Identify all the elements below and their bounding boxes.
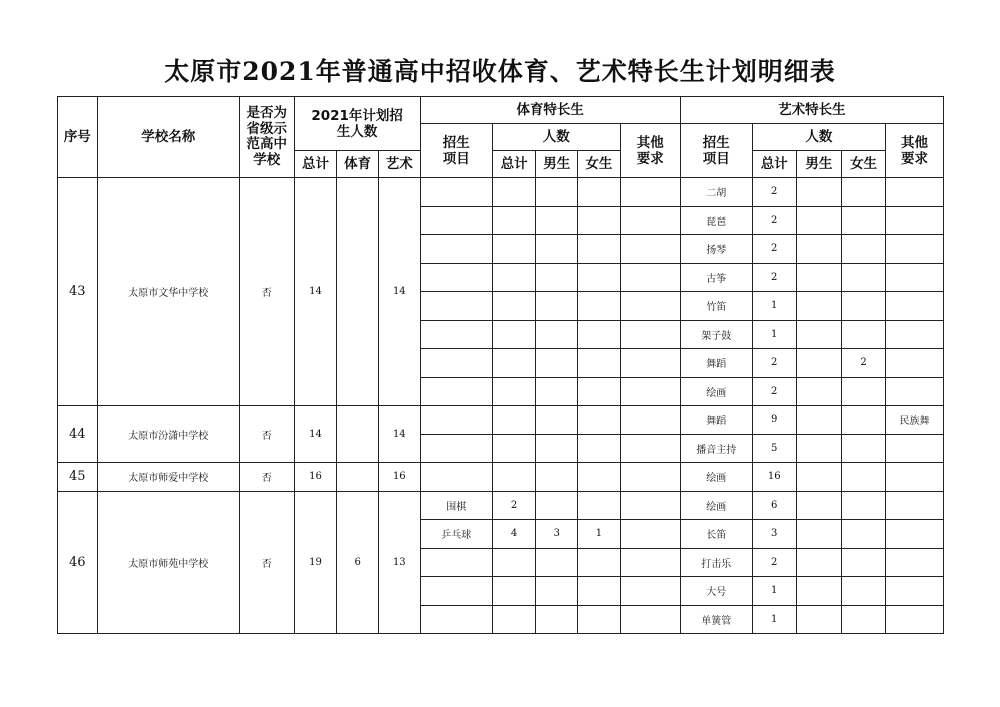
- sports-male-cell: [536, 178, 578, 207]
- arts-male-cell: [796, 463, 842, 492]
- sports-item-cell: [420, 349, 492, 378]
- sports-female-cell: [578, 406, 621, 435]
- arts-total-cell: 6: [752, 491, 796, 520]
- header-arts-female: 女生: [842, 151, 886, 178]
- arts-other-cell: [885, 548, 943, 577]
- arts-male-cell: [796, 206, 842, 235]
- arts-male-cell: [796, 434, 842, 463]
- sports-female-cell: [578, 548, 621, 577]
- sports-female-cell: [578, 235, 621, 264]
- sports-item-cell: [420, 320, 492, 349]
- header-sports-count: 人数: [492, 124, 620, 151]
- arts-item-cell: 绘画: [680, 491, 752, 520]
- sports-other-cell: [620, 178, 680, 207]
- seq-cell: 43: [58, 178, 98, 406]
- arts-total-cell: 1: [752, 320, 796, 349]
- provincial-cell: 否: [239, 406, 294, 463]
- arts-female-cell: [842, 235, 886, 264]
- sports-total-cell: [492, 178, 536, 207]
- sports-item-cell: [420, 263, 492, 292]
- arts-other-cell: [885, 263, 943, 292]
- sports-male-cell: [536, 320, 578, 349]
- sports-total-cell: [492, 577, 536, 606]
- arts-male-cell: [796, 548, 842, 577]
- arts-item-cell: 竹笛: [680, 292, 752, 321]
- arts-other-cell: [885, 206, 943, 235]
- sports-total-cell: [492, 235, 536, 264]
- arts-other-cell: [885, 349, 943, 378]
- sports-female-cell: [578, 434, 621, 463]
- arts-item-cell: 二胡: [680, 178, 752, 207]
- header-plan-arts: 艺术: [378, 151, 420, 178]
- sports-male-cell: 3: [536, 520, 578, 549]
- seq-cell: 44: [58, 406, 98, 463]
- arts-total-cell: 1: [752, 577, 796, 606]
- arts-other-cell: [885, 605, 943, 634]
- header-sports-group: 体育特长生: [420, 97, 680, 124]
- arts-male-cell: [796, 605, 842, 634]
- arts-male-cell: [796, 349, 842, 378]
- school-name-cell: 太原市师爱中学校: [97, 463, 239, 492]
- enrollment-plan-table: [57, 96, 944, 634]
- arts-total-cell: 2: [752, 178, 796, 207]
- sports-total-cell: [492, 605, 536, 634]
- arts-total-cell: 2: [752, 263, 796, 292]
- sports-female-cell: [578, 577, 621, 606]
- sports-other-cell: [620, 463, 680, 492]
- table-row: [58, 178, 944, 207]
- table-row: [58, 491, 944, 520]
- arts-female-cell: [842, 377, 886, 406]
- sports-item-cell: [420, 292, 492, 321]
- sports-female-cell: [578, 263, 621, 292]
- plan-total-cell: 16: [294, 463, 337, 492]
- sports-item-cell: [420, 235, 492, 264]
- seq-cell: 45: [58, 463, 98, 492]
- sports-other-cell: [620, 349, 680, 378]
- sports-item-cell: [420, 206, 492, 235]
- sports-total-cell: [492, 377, 536, 406]
- arts-item-cell: 架子鼓: [680, 320, 752, 349]
- arts-male-cell: [796, 577, 842, 606]
- provincial-cell: 否: [239, 491, 294, 634]
- sports-other-cell: [620, 577, 680, 606]
- header-sports-total: 总计: [492, 151, 536, 178]
- arts-item-cell: 扬琴: [680, 235, 752, 264]
- sports-item-cell: [420, 548, 492, 577]
- table-row: [58, 463, 944, 492]
- sports-female-cell: [578, 349, 621, 378]
- arts-female-cell: [842, 178, 886, 207]
- header-arts-group: 艺术特长生: [680, 97, 943, 124]
- arts-total-cell: 2: [752, 206, 796, 235]
- arts-other-cell: [885, 434, 943, 463]
- school-name-cell: 太原市文华中学校: [97, 178, 239, 406]
- arts-male-cell: [796, 377, 842, 406]
- arts-item-cell: 琵琶: [680, 206, 752, 235]
- arts-other-cell: 民族舞: [885, 406, 943, 435]
- sports-female-cell: 1: [578, 520, 621, 549]
- arts-other-cell: [885, 577, 943, 606]
- arts-item-cell: 大号: [680, 577, 752, 606]
- arts-total-cell: 1: [752, 605, 796, 634]
- sports-male-cell: [536, 235, 578, 264]
- header-arts-item: 招生项目: [680, 124, 752, 178]
- plan-total-cell: 14: [294, 406, 337, 463]
- arts-male-cell: [796, 178, 842, 207]
- plan-total-cell: 19: [294, 491, 337, 634]
- arts-total-cell: 2: [752, 548, 796, 577]
- arts-female-cell: [842, 577, 886, 606]
- sports-male-cell: [536, 377, 578, 406]
- arts-total-cell: 2: [752, 235, 796, 264]
- header-sports-female: 女生: [578, 151, 621, 178]
- plan-arts-cell: 14: [378, 178, 420, 406]
- sports-male-cell: [536, 548, 578, 577]
- sports-item-cell: [420, 406, 492, 435]
- table-row: [58, 406, 944, 435]
- sports-other-cell: [620, 434, 680, 463]
- arts-female-cell: [842, 548, 886, 577]
- school-name-cell: 太原市汾潇中学校: [97, 406, 239, 463]
- sports-other-cell: [620, 406, 680, 435]
- arts-item-cell: 绘画: [680, 463, 752, 492]
- arts-other-cell: [885, 178, 943, 207]
- sports-other-cell: [620, 377, 680, 406]
- arts-total-cell: 5: [752, 434, 796, 463]
- plan-sports-cell: [337, 463, 379, 492]
- sports-male-cell: [536, 463, 578, 492]
- plan-total-cell: 14: [294, 178, 337, 406]
- plan-sports-cell: 6: [337, 491, 379, 634]
- sports-item-cell: 围棋: [420, 491, 492, 520]
- arts-item-cell: 长笛: [680, 520, 752, 549]
- arts-other-cell: [885, 320, 943, 349]
- sports-male-cell: [536, 349, 578, 378]
- sports-total-cell: [492, 292, 536, 321]
- sports-female-cell: [578, 491, 621, 520]
- sports-male-cell: [536, 491, 578, 520]
- sports-male-cell: [536, 292, 578, 321]
- header-school-name: 学校名称: [97, 97, 239, 178]
- provincial-cell: 否: [239, 463, 294, 492]
- arts-female-cell: [842, 320, 886, 349]
- header-plan-group: 2021年计划招生人数: [294, 97, 420, 151]
- sports-male-cell: [536, 577, 578, 606]
- sports-total-cell: [492, 263, 536, 292]
- header-arts-male: 男生: [796, 151, 842, 178]
- page-title: 太原市2021年普通高中招收体育、艺术特长生计划明细表: [164, 57, 836, 86]
- arts-female-cell: [842, 491, 886, 520]
- arts-item-cell: 舞蹈: [680, 406, 752, 435]
- sports-male-cell: [536, 434, 578, 463]
- arts-female-cell: [842, 263, 886, 292]
- sports-item-cell: [420, 377, 492, 406]
- sports-item-cell: 乒乓球: [420, 520, 492, 549]
- arts-item-cell: 打击乐: [680, 548, 752, 577]
- arts-total-cell: 1: [752, 292, 796, 321]
- sports-other-cell: [620, 235, 680, 264]
- sports-other-cell: [620, 263, 680, 292]
- arts-other-cell: [885, 520, 943, 549]
- arts-total-cell: 2: [752, 349, 796, 378]
- sports-female-cell: [578, 206, 621, 235]
- sports-total-cell: [492, 320, 536, 349]
- sports-female-cell: [578, 178, 621, 207]
- arts-female-cell: 2: [842, 349, 886, 378]
- table-body: [58, 97, 944, 634]
- header-plan-sports: 体育: [337, 151, 379, 178]
- arts-female-cell: [842, 406, 886, 435]
- sports-total-cell: [492, 406, 536, 435]
- sports-total-cell: [492, 349, 536, 378]
- arts-item-cell: 绘画: [680, 377, 752, 406]
- arts-total-cell: 3: [752, 520, 796, 549]
- header-sports-male: 男生: [536, 151, 578, 178]
- arts-male-cell: [796, 491, 842, 520]
- sports-item-cell: [420, 463, 492, 492]
- arts-item-cell: 古筝: [680, 263, 752, 292]
- arts-other-cell: [885, 377, 943, 406]
- arts-other-cell: [885, 463, 943, 492]
- arts-male-cell: [796, 320, 842, 349]
- arts-total-cell: 9: [752, 406, 796, 435]
- arts-male-cell: [796, 520, 842, 549]
- header-arts-total: 总计: [752, 151, 796, 178]
- arts-male-cell: [796, 263, 842, 292]
- arts-other-cell: [885, 235, 943, 264]
- arts-female-cell: [842, 434, 886, 463]
- sports-female-cell: [578, 320, 621, 349]
- arts-female-cell: [842, 206, 886, 235]
- sports-male-cell: [536, 406, 578, 435]
- sports-total-cell: [492, 548, 536, 577]
- arts-female-cell: [842, 605, 886, 634]
- sports-female-cell: [578, 377, 621, 406]
- school-name-cell: 太原市师苑中学校: [97, 491, 239, 634]
- sports-total-cell: 4: [492, 520, 536, 549]
- sports-male-cell: [536, 605, 578, 634]
- sports-female-cell: [578, 292, 621, 321]
- header-arts-count: 人数: [752, 124, 885, 151]
- sports-other-cell: [620, 605, 680, 634]
- sports-item-cell: [420, 605, 492, 634]
- sports-item-cell: [420, 178, 492, 207]
- arts-total-cell: 2: [752, 377, 796, 406]
- header-provincial: 是否为省级示范高中学校: [239, 97, 294, 178]
- header-plan-total: 总计: [294, 151, 337, 178]
- sports-total-cell: 2: [492, 491, 536, 520]
- arts-item-cell: 舞蹈: [680, 349, 752, 378]
- header-arts-other: 其他要求: [885, 124, 943, 178]
- header-sports-item: 招生项目: [420, 124, 492, 178]
- sports-total-cell: [492, 206, 536, 235]
- plan-arts-cell: 16: [378, 463, 420, 492]
- plan-arts-cell: 14: [378, 406, 420, 463]
- arts-female-cell: [842, 520, 886, 549]
- arts-male-cell: [796, 235, 842, 264]
- sports-other-cell: [620, 520, 680, 549]
- arts-male-cell: [796, 292, 842, 321]
- plan-arts-cell: 13: [378, 491, 420, 634]
- arts-male-cell: [796, 406, 842, 435]
- sports-female-cell: [578, 463, 621, 492]
- header-seq: 序号: [58, 97, 98, 178]
- sports-other-cell: [620, 491, 680, 520]
- sports-other-cell: [620, 206, 680, 235]
- sports-male-cell: [536, 263, 578, 292]
- sports-other-cell: [620, 548, 680, 577]
- sports-item-cell: [420, 434, 492, 463]
- arts-item-cell: 播音主持: [680, 434, 752, 463]
- provincial-cell: 否: [239, 178, 294, 406]
- sports-total-cell: [492, 434, 536, 463]
- sports-total-cell: [492, 463, 536, 492]
- arts-female-cell: [842, 463, 886, 492]
- seq-cell: 46: [58, 491, 98, 634]
- sports-male-cell: [536, 206, 578, 235]
- sports-female-cell: [578, 605, 621, 634]
- arts-female-cell: [842, 292, 886, 321]
- arts-other-cell: [885, 292, 943, 321]
- arts-other-cell: [885, 491, 943, 520]
- arts-item-cell: 单簧管: [680, 605, 752, 634]
- sports-other-cell: [620, 320, 680, 349]
- plan-sports-cell: [337, 406, 379, 463]
- header-sports-other: 其他要求: [620, 124, 680, 178]
- sports-other-cell: [620, 292, 680, 321]
- arts-total-cell: 16: [752, 463, 796, 492]
- sports-item-cell: [420, 577, 492, 606]
- plan-sports-cell: [337, 178, 379, 406]
